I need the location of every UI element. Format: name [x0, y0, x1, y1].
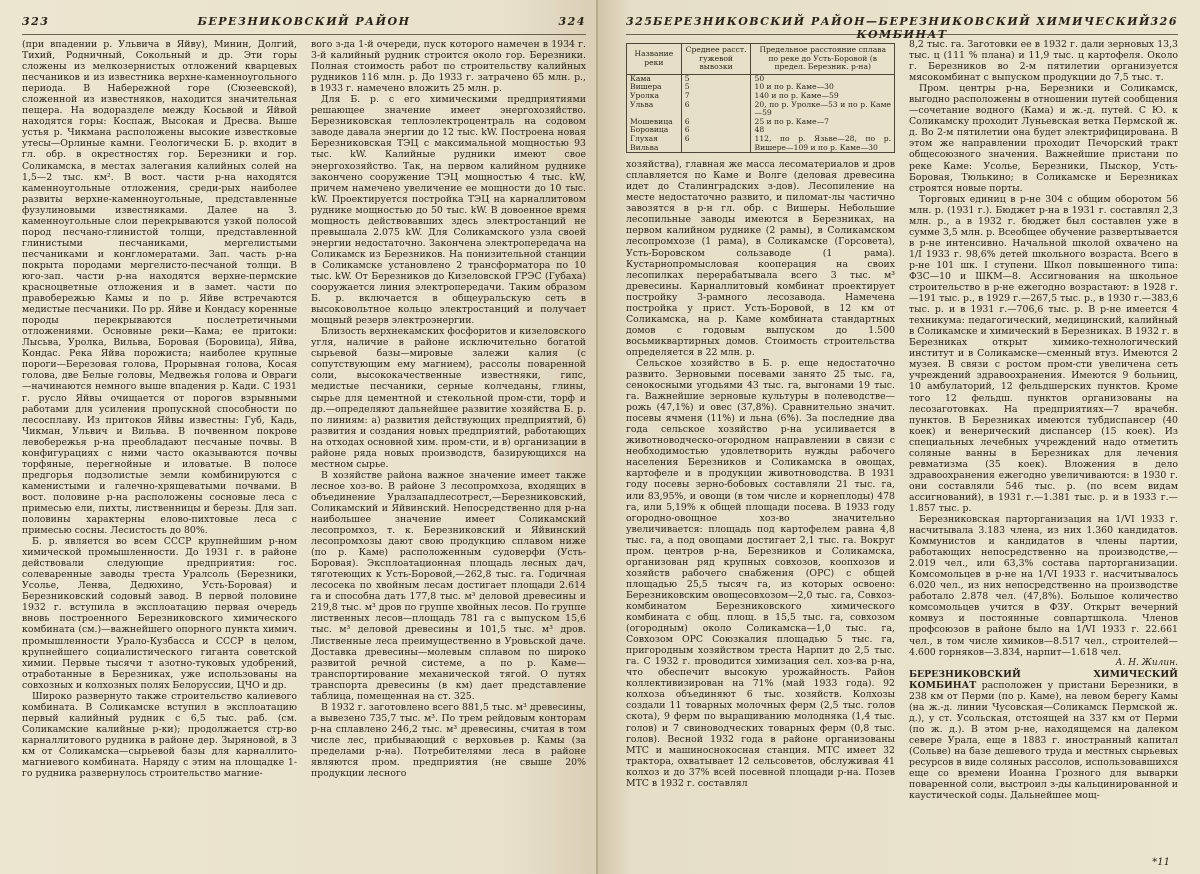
page-number: 323 [22, 15, 50, 28]
table-cell: 6 [681, 118, 751, 127]
paragraph: В 1932 г. заготовлено всего 881,5 тыс. м³ древесины, а вывезено 735,7 тыс. м³. По трем рейдовым конторам р-на сплавлено 246,2 тыс. м³ древесины, считая в том числе лес, прибывающий с верховьев р. Камы (за пределами р-на). Потребителями леса в районе являются пром. предприятия (не свыше 20% продукции лесного [311, 701, 586, 780]
article-text: расположен у пристани Березники, в 238 км от Перми (по р. Каме), на левом берегу Камы (на ж.-д. линии Чусовская—Соликамск Пермской ж. д.), у ст. Усольская, отстоящей на 337 км от Перми (по ж. д.). В этом р-не, находящемся на далеком севере Урала, еще в 1883 г. иностранный капитал (Сольве) на базе дешевого труда и местных сырьевых ресурсов в виде соляных рассолов, использовавшихся еще со времени Иоанна Грозного для выварки поваренной соли, выстроил з-ды кальцинированной и каустической соды. Дальнейшее мощ- [909, 679, 1178, 802]
table-cell: 112, по р. Язьве—28, по р. Вишере—109 и по р. Каме—30 [751, 135, 895, 153]
text-column-right [909, 39, 1178, 801]
table-cell: Глухая Вильва [627, 135, 682, 153]
paragraph: Пром. центры р-на, Березники и Соликамск, выгодно расположены в отношении путей сообщения—сочетание водного (Кама) и ж.-д. путей. С Ю. к Соликамску проходит Луньевская ветка Пермской ж. д. Во 2-м пятилетии она будет электрифицирована. В этом же направлении проходит Печорский тракт общесоюзного значения. Важнейшие пристани по реке Каме: Усолье, Березники, Пыскор, Усть-Боровая, Тюлькино; в Соликамске и Березниках строятся новые порты. [909, 83, 1178, 194]
paragraph: Сельское хозяйство в Б. р. еще недостаточно развито. Зерновыми посевами занято 25 тыс. га, сенокосными угодьями 43 тыс. га, выгонами 19 тыс. га. Важнейшие зерновые культуры в полеводстве—рожь (47,1%) и овес (37,8%). Сравнительно значит. посевы ячменя (11%) и льна (6%). За последние два года сельское хозяйство р-на усиливается в животноводческо-огородном направлении в связи с необходимостью удовлетворить нужды рабочего населения Березников и Соликамска в овощах, картофеле и в продукции животноводства. В 1931 году посевы зерно-бобовых составляли 21 тыс. га, или 83,95%, и овощи (в том числе и корнеплоды) 478 га, или 5,19% к общей площади посева. В 1933 году огородно-овощное хоз-во значительно увеличивается: площадь под картофелем равна 4,8 тыс. га, а под овощами достигает 2,1 тыс. га. Вокруг пром. центров р-на, Березников и Соликамска, организован ряд крупных совхозов, коопхозов и хозяйств рабочего снабжения (ОРС) с общей площадью 25,5 тысяч га, из которых освоено: Березниковским овощесовхозом—2,0 тыс. га, Совхоз-комбинатом Березниковского химического комбината с общ. площ. в 15,5 тыс. га, совхозом (огородным) около Соликамска—1,0 тыс. га, Совхозом ОРС Союзкалия площадью 5 тыс. га, пригородным хозяйством треста Нарпит до 2,5 тыс. га. С 1932 г. проводится химизация сел. хоз-ва р-на, что обеспечит высокую урожайность. Район коллективизирован на 71% (май 1933 года). 92 колхоза объединяют 6 тыс. хозяйств. Колхозы создали 11 товарных молочных ферм (2,5 тыс. голов скота), 9 ферм по выращиванию молодняка (1,4 тыс. голов) и 7 свиноводческих товарных ферм (0,8 тыс. голов). Весной 1932 года в районе организованы МТС и машиноснокосная станция. МТС имеет 32 трактора, охватывает 12 сельсоветов, обслуживая 41 колхоз и до 37% всей посевной площади р-на. Позев МТС в 1932 г. составлял [626, 357, 895, 789]
book-gutter [596, 0, 598, 874]
paragraph: В хозяйстве района важное значение имеет также лесное хоз-во. В районе 3 лесопромхоза, входящих в объединение Уралзападлесотрест,—Березниковский, Соликамский и Яйвинский. Непосредственно для р-на наибольшее значение имеет Соликамский лесопромхоз, т. к. Березниковский и Яйвинский лесопромхозы дают свою продукцию сплавом ниже (по р. Каме) расположенным судоверфи (Усть-Боровая). Эксплоатационная площадь лесных дач, тяготеющих к Усть-Боровой,—262,8 тыс. га. Годичная лесосека по хвойным лесам достигает площади 2.614 га и способна дать 177,8 тыс. м³ деловой древесины и 219,8 тыс. м³ дров по группе хвойных лесов. По группе лиственных лесов—площадь 781 га с выпуском 15,6 тыс. м³ деловой древесины и 101,5 тыс. м³ дров. Лиственные леса преимущественно в Уровьской даче. Доставка древесины—молевым сплавом по широко развитой речной системе, а по р. Каме—транспортирование механической тягой. О путях транспорта древесины (в км) дает представление таблица, помещенная на ст. 325. [311, 469, 586, 702]
table-row [627, 101, 895, 118]
left-page [0, 0, 596, 874]
table-cell: 10 и по р. Каме—30 [751, 83, 895, 92]
paragraph: вого з-да 1-й очереди, пуск которого намечен в 1934 г. 3-й калийный рудник строится около гор. Березники. Полная стоимость работ по строительству калийных рудников 116 млн. р. До 1933 г. затрачено 65 млн. р., в 1933 г. намечено вложить 25 млн. р. [311, 39, 586, 95]
table-cell: Кама [627, 74, 682, 83]
table-cell: 6 [681, 135, 751, 153]
text-columns [22, 39, 586, 779]
paragraph: Б. р. является во всем СССР крупнейшим р-ном химической промышленности. До 1931 г. в районе действовали следующие предприятия: гос. солеваренные заводы треста Уралсоль (Березники, Усолье, Ленва, Дедюхино, Усть-Боровая) и Березниковский содовый завод. В первой половине 1932 г. вступила в эксплоатацию первая очередь вновь построенного Березниковского химического комбината (см.)—важнейшего опорного пункта химич. промышленности Урало-Кузбасса и СССР в целом, крупнейшего социалистического гиганта советской химии. Первые тысячи т азотно-туковых удобрений, отработанные в Березниках, уже использованы на совхозных и колхозных полях Белоруссии, ЦЧО и др. [22, 536, 297, 691]
page-number: 324 [558, 15, 586, 28]
table-cell: Ульва [627, 101, 682, 118]
text-columns [626, 39, 1178, 801]
table-cell: 5 [681, 74, 751, 83]
column-header: Название реки [627, 44, 682, 75]
table-cell: Мошевица [627, 118, 682, 127]
table-cell: 6 [681, 126, 751, 135]
paragraph: Торговых единиц в р-не 304 с общим оборотом 56 млн. р. (1931 г.). Бюджет р-на в 1931 г. составлял 2,3 млн. р., а в 1932 г. бюджет был составлен уже в сумме 3,5 млн. р. Всеобщее обучение развертывается в р-не интенсивно. Начальной школой охвачено на 1/I 1933 г. 98,6% детей школьного возраста. Всего в р-не 101 шк. I ступени. Школ повышенного типа: ФЗС—10 и ШКМ—8. Ассигнования на школьное строительство в р-не ежегодно возрастают: в 1928 г.—191 тыс. р., в 1929 г.—267,5 тыс. р., в 1930 г.—383,6 тыс. р. и в 1931 г.—706,6 тыс. р. В р-не имеется 4 техникума: педагогический, медицинский, калийный в Соликамске и химический в Березниках. В 1932 г. в Березниках открыт химико-технологический институт и в Соликамске—сменный втуз. Имеются 2 музея. В связи с ростом пром-сти увеличена сеть учреждений здравоохранения. Имеются 9 больниц, 10 амбулаторий, 12 фельдшерских пунктов. Кроме того 12 фельдш. пунктов организованы на лесозаготовках. На предприятиях—7 врачебн. пунктов. В Березниках имеются тубдиспансер (40 коек) и венерический диспансер (15 коек). Из специальных лечебных учреждений надо отметить соляные ванны в Березниках для лечения ревматизма (35 коек). Вложения в дело здравоохранения ежегодно увеличиваются: в 1930 г. они составляли 546 тыс. р. (по всем видам ассигнований), в 1931 г.—1.381 тыс. р. и в 1933 г.—1.857 тыс. р. [909, 193, 1178, 514]
page-number: 325 [626, 15, 654, 28]
page-header [626, 12, 1178, 41]
table-cell: 5 [681, 83, 751, 92]
page-header [22, 12, 586, 35]
column-header: Предельное расстояние сплава по реке до Усть-Боровой (в предел. Березник. р-на) [751, 44, 895, 75]
paragraph: Близость верхнекамских фосфоритов и кизеловского угля, наличие в районе исключительно богатой сырьевой базы—мировые залежи калия (с сопутствующим ему магнием), рассолы поваренной соли, высококачественные известняки, гипс, медистые песчаники, серные колчеданы, глины, сырье для цементной и стекольной пром-сти, торф и др.—определяют дальнейшее развитие хозяйства Б. р. по линиям: а) развития действующих предприятий, б) развития и создания новых предприятий, работающих на отходах основной хим. пром-сти, и в) организации в районе ряда новых производств, базирующихся на местном сырье. [311, 326, 586, 470]
table-cell: Уролка [627, 92, 682, 101]
paragraph: хозяйства), главная же масса лесоматериалов и дров сплавляется по Каме и Волге (деловая древесина идет до Сталинградских з-дов). Лесопиление на месте недостаточно развито, и пиломат-лы частично завозятся в р-н гл. обр. с Вишеры. Небольшие лесопильные заводы имеются в Березниках, на первом калийном руднике (2 рамы), в Соликамском лесопромхозе (1 рама), в Соликамске (Горсовета), Усть-Боровском сользаводе (1 рама). Кустарнопромысловая кооперация на своих лесопилках перерабатывала всего 3 тыс. м³ древесины. Карналлитовый комбинат проектирует постройку 3-рамного лесозавода. Намечена постройка у прист. Усть-Боровой, в 12 км от Соликамска, на р. Каме комбината стандартных домов с годовым выпуском до 1.500 восьмиквартирных домов. Стоимость строительства определяется в 22 млн. р. [626, 159, 895, 358]
river-distance-table [626, 43, 895, 153]
table-cell: 140 и по р. Каме—59 [751, 92, 895, 101]
table-cell: 25 и по р. Каме—7 [751, 118, 895, 127]
text-column-left [626, 39, 895, 801]
right-page [596, 0, 1200, 874]
running-title: БЕРЕЗНИКОВСКИЙ РАЙОН—БЕРЕЗНИКОВСКИЙ ХИМИЧЕСКИЙ КОМБИНАТ [653, 15, 1151, 41]
table-cell: 48 [751, 126, 895, 135]
article-entry [909, 669, 1178, 802]
paragraph: (при впадении р. Ульвича в Яйву), Минин, Долгий, Тихий, Родничный, Сокольный и др. Эти горы сложены из мелкозернистых отложений кварцевых песчаников и из известника верхне-каменноугольного периода. В Набережной горе (Сюзеевской), сложенной из известняков, находится значительная пещера. На водоразделе между Косьвой и Яйвой находятся горы: Коспаж, Высокая и Дресва. Выше устья р. Чикмана расположены высокие известковые утесы—Орлиные камни. Геологически Б. р. входит в гл. обр. в окрестностях гор. Березники и гор. Соликамска, в местах залегания калийных солей на 1,5—2 тыс. км². В вост. части р-на находятся каменноугольные отложения, среди-рых наиболее развиты верхне-каменноугольные, представленные фузулиновыми известняками. Далее на З. каменноугольные слои перекрываются узкой полосой пород песчано-глинистой толщи, представленной глинистыми песчаниками, мергелистыми песчаниками и конгломератами. Зап. часть р-на покрыта породами мергелисто-песчаной толщи. В юго-зап. части р-на находятся верхне-пермские красноцветные отложения и в замет. части по правобережью Камы и по р. Яйве встречаются медистые песчаники. По рр. Яйве и Кондасу коренные породы перекрываются послетретичными отложениями. Основные реки—Кама; ее притоки: Лысьва, Уролка, Вильва, Боровая (Боровица), Яйва, Кондас. Река Яйва порожиста; наиболее крупные пороги—Березовая голова, Прорывная голова, Косая голова, две Белые головы, Медвежья голова и Овраги—начинаются немного выше впадения р. Кади. С 1931 г. русло Яйвы очищается от порогов взрывными работами для усиления пропускной способности по лесосплаву. Из притоков Яйвы известны: Губ, Кадь, Чикман, Ульвич и Вильва. В почвенном покрове левобережья р-на преобладают песчаные почвы. В конфигурациях с ними часто оказываются почвы торфяные, перегнойные и иловатые. В полосе предгорья подзолистые земли комбинируются с каменистыми и галечно-хрящеватыми почвами. В вост. половине р-на расположены сосновые леса с примесью ели, пихты, лиственницы и березы. Для зап. половины характерны елово-пихтовые леса с примесью сосны. Лесистость до 80%. [22, 39, 297, 537]
table-cell: 6 [681, 101, 751, 118]
author-signature: А. Н. Жилин. [1115, 657, 1178, 668]
table-cell: Боровица [627, 126, 682, 135]
paragraph: Березниковская парторганизация на 1/VI 1933 г. насчитывала 3.183 члена, из них 1.360 кандидатов. Коммунистов и кандидатов в члены партии, работающих непосредственно на производстве,—2.019 чел., или 63,3% состава парторганизации. Комсомольцев в р-не на 1/VI 1933 г. насчитывалось 6.020 чел., из них непосредственно на производстве работало 2.878 чел. (47,8%). Большое количество комсомольцев учится в ФЗУ. Открыт вечерний комвуз и постоянные совпартшкола. Членов профсоюзов в районе было на 1/VI 1933 г. 22.661 чел., в том числе химиков—8.517 чел., строителей—4.600 горняков—3.834, нарпит—1.618 чел. [909, 514, 1178, 658]
table-cell: 7 [681, 92, 751, 101]
paragraph: Широко развернуто также строительство калиевого комбината. В Соликамске вступил в эксплоатацию первый калийный рудник с 6,5 тыс. раб. (см. Соликамские калийные р-ки); продолжается стр-во карналлитового рудника в районе дер. Зыряновой, в 3 км от Соликамска—сырьевой базы для карналлито-магниевого комбината. Наряду с этим на площадке 1-го рудника развернулось строительство магние- [22, 690, 297, 780]
column-header: Среднее расст. гужевой вывозки [681, 44, 751, 75]
article-title: БЕРЕЗНИКОВСКИЙ ХИМИЧЕСКИЙ КОМБИНАТ [909, 668, 1178, 691]
table-row [627, 135, 895, 153]
page-number: 326 [1150, 15, 1178, 28]
signature-mark: *11 [1152, 857, 1170, 868]
running-title: БЕРЕЗНИКОВСКИЙ РАЙОН [197, 15, 411, 28]
text-column-left [22, 39, 297, 779]
paragraph: 8,2 тыс. га. Заготовки ее в 1932 г. дали зерновых 13,3 тыс. ц (111 % плана) и 11,9 тыс. ц картофеля. Около г. Березников во 2-м пятилетии организуется мясокомбинат с выпуском продукции до 7,5 тыс. т. [909, 39, 1178, 84]
table-cell: 20, по р. Уролке—53 и по р. Каме—59 [751, 101, 895, 118]
table-cell: Вишера [627, 83, 682, 92]
table-header-row [627, 44, 895, 75]
paragraph: Для Б. р. с его химическими предприятиями решающее значение имеет энергохозяйство. Березниковская теплоэлектроцентраль на содовом заводе давала энергии до 12 тыс. kW. Построена новая Березниковская ТЭЦ с максимальной мощностью 93 тыс. kW. Калийные рудники имеют свое энергохозяйство. Так, на первом калийном руднике закончено сооружение ТЭЦ мощностью 4 тыс. kW, причем намечено увеличение ее мощности до 10 тыс. kW. Проектируется постройка ТЭЦ на карналлитовом руднике мощностью до 50 тыс. kW. В довоенное время мощность действовавших здесь электростанций не превышала 2.075 kW. Для Соликамского узла своей энергии недостаточно. Закончена электропередача на Соликамск из Березников. На понизительной станции в Соликамске установлено 2 трансформатора по 10 тыс. kW. От Березников до Кизеловской ГРЭС (Губаха) сооружается линия электропередачи. Таким образом Б. р. включается в общеуральскую сеть в высоковольтное кольцо электростанций и получает мощный резерв электроэнергии. [311, 94, 586, 327]
text-column-right [311, 39, 586, 779]
table-cell: 50 [751, 74, 895, 83]
